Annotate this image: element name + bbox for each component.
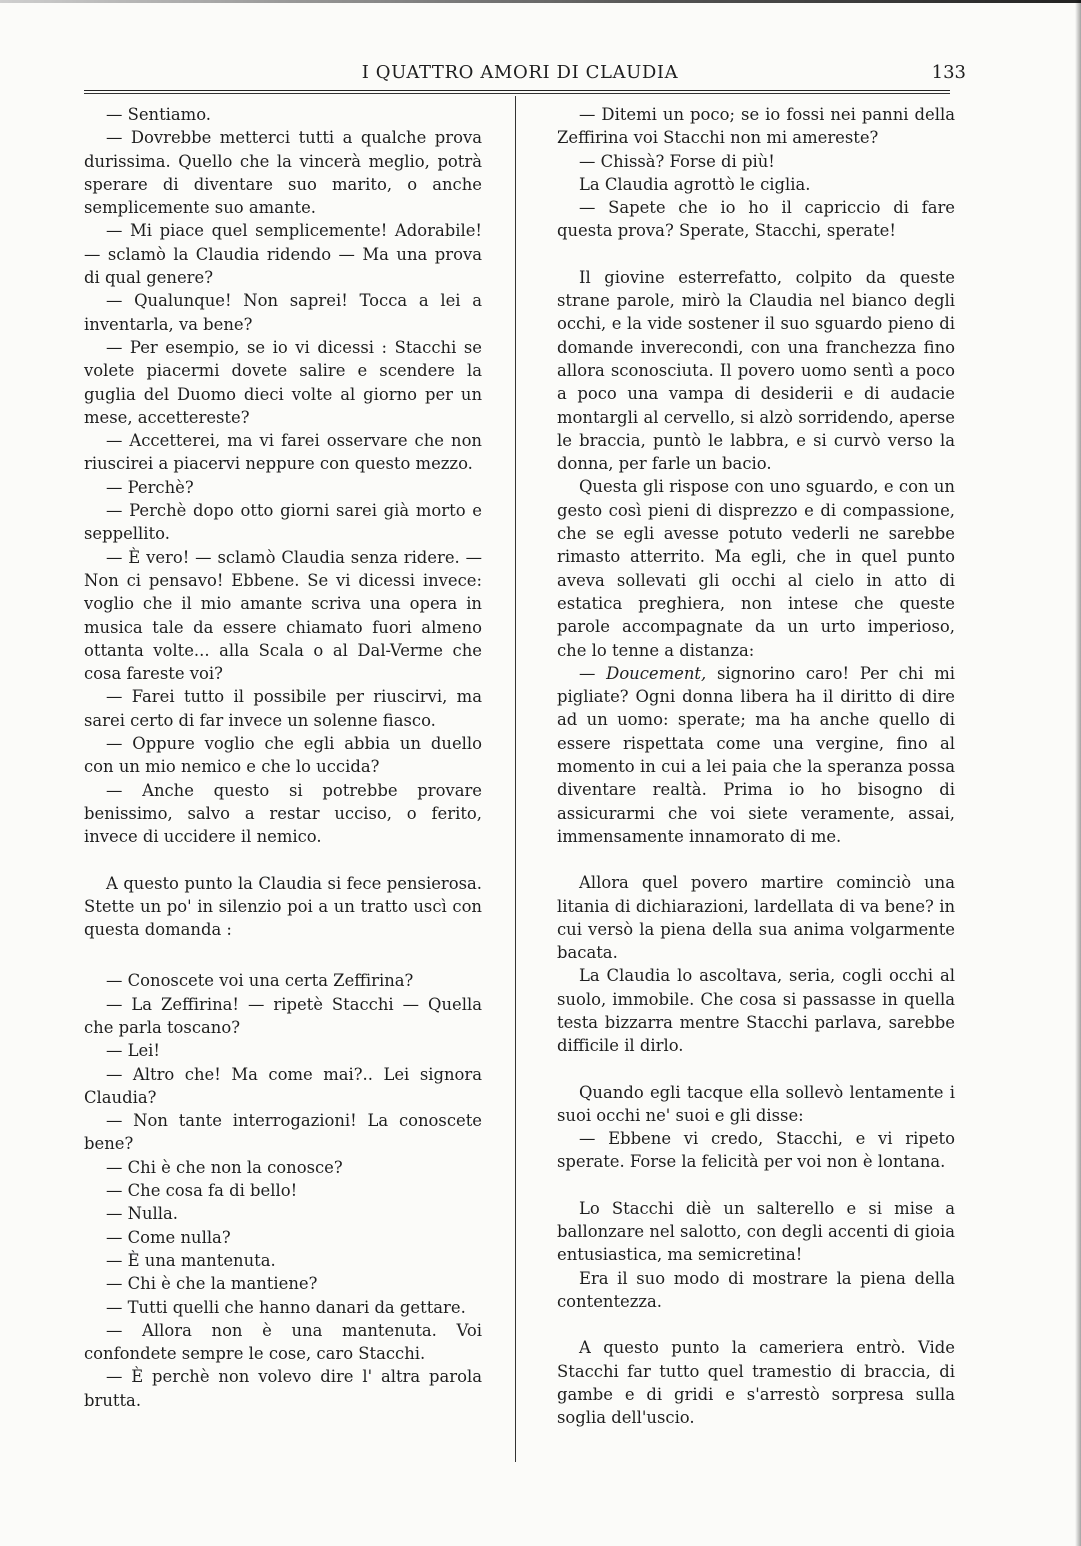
- paragraph-rest: signorino caro! Per chi mi pigliate? Ogni donna libera ha il diritto di dire ad un uomo: sperate; ma ha anche quello di essere rispettata come una vergine, fino al momento in cui a lei paia che la speranza possa diventare realtà. Prima io ho bisogno di assicurarmi che voi siete veramente, assai, immensamente innamorato di me.: [557, 663, 955, 846]
- paragraph: — La Zeffirina! — ripetè Stacchi — Quella che parla toscano?: [84, 994, 482, 1037]
- paragraph: — Accetterei, ma vi farei osservare che non riuscirei a piacervi neppure con questo mezzo.: [84, 431, 482, 474]
- paragraph: — È una mantenuta.: [106, 1250, 276, 1270]
- paragraph: — Chissà? Forse di più!: [579, 151, 775, 171]
- paragraph: Allora quel povero martire cominciò una litania di dichiarazioni, lardellata di va bene? in cui versò la piena della sua anima volgarmente bacata.: [557, 873, 955, 963]
- paragraph: — Altro che! Ma come mai?.. Lei signora Claudia?: [84, 1064, 482, 1107]
- dash: —: [579, 663, 607, 683]
- paragraph: La Claudia agrottò le ciglia.: [579, 174, 811, 194]
- paragraph: — Non tante interrogazioni! La conoscete bene?: [84, 1111, 482, 1154]
- paragraph: — Perchè?: [106, 477, 194, 497]
- paragraph: — Perchè dopo otto giorni sarei già morto e seppellito.: [84, 501, 482, 544]
- paragraph: — Qualunque! Non saprei! Tocca a lei a inventarla, va bene?: [84, 291, 482, 334]
- paragraph: Quando egli tacque ella sollevò lentamente i suoi occhi ne' suoi e gli disse:: [557, 1082, 955, 1125]
- left-column: [84, 103, 482, 1412]
- paragraph: — Chi è che non la conosce?: [106, 1157, 343, 1177]
- paragraph: — È vero! — sclamò Claudia senza ridere. — Non ci pensavo! Ebbene. Se vi dicessi invece: voglio che il mio amante scriva una opera in musica tale da essere chiamato fuori almeno ottanta volte... alla Scala o al Dal-Verme che cosa fareste voi?: [84, 547, 482, 684]
- paragraph: — Sentiamo.: [106, 105, 212, 124]
- paragraph: [557, 662, 955, 848]
- paragraph: — Ditemi un poco; se io fossi nei panni della Zeffirina voi Stacchi non mi amereste?: [557, 105, 955, 148]
- italic-word: Doucement,: [606, 663, 707, 683]
- paragraph: La Claudia lo ascoltava, seria, cogli occhi al suolo, immobile. Che cosa si passasse in quella testa bizzarra mentre Stacchi parlava, sarebbe difficile il dirlo.: [557, 966, 955, 1056]
- paragraph: — Che cosa fa di bello!: [106, 1181, 298, 1201]
- paragraph: — Nulla.: [106, 1204, 178, 1224]
- header-rule: [84, 90, 950, 94]
- paragraph: — Per esempio, se io vi dicessi : Stacchi se volete piacermi dovete salire e scendere la guglia del Duomo dieci volte al giorno per un mese, accettereste?: [84, 337, 482, 427]
- paragraph: — Farei tutto il possibile per riuscirvi, ma sarei certo di far invece un solenne fiasco.: [84, 687, 482, 730]
- page-number: 133: [931, 62, 966, 83]
- paragraph: — Anche questo si potrebbe provare benissimo, salvo a restar ucciso, o ferito, invece di uccidere il nemico.: [84, 780, 482, 847]
- paragraph: — Sapete che io ho il capriccio di fare questa prova? Sperate, Stacchi, sperate!: [557, 198, 955, 241]
- paragraph: — Chi è che la mantiene?: [106, 1274, 318, 1294]
- paragraph: — Dovrebbe metterci tutti a qualche prova durissima. Quello che la vincerà meglio, potrà sperare di diventare suo marito, o anche semplicemente suo amante.: [84, 128, 482, 218]
- paragraph: Era il suo modo di mostrare la piena della contentezza.: [557, 1268, 955, 1311]
- page-top-edge: [0, 0, 1081, 3]
- paragraph: — Mi piace quel semplicemente! Adorabile! — sclamò la Claudia ridendo — Ma una prova di qual genere?: [84, 221, 482, 288]
- paragraph: — Come nulla?: [106, 1227, 231, 1247]
- paragraph: — Tutti quelli che hanno danari da gettare.: [106, 1297, 466, 1317]
- paragraph: Lo Stacchi diè un salterello e si mise a ballonzare nel salotto, con degli accenti di gioia entusiastica, ma semicretina!: [557, 1198, 955, 1265]
- paragraph: — Oppure voglio che egli abbia un duello con un mio nemico e che lo uccida?: [84, 734, 482, 777]
- paragraph: A questo punto la cameriera entrò. Vide Stacchi far tutto quel tramestio di braccia, di gambe e di gridi e s'arrestò sorpresa sulla soglia dell'uscio.: [557, 1338, 955, 1428]
- paragraph: — Conoscete voi una certa Zeffirina?: [106, 971, 414, 991]
- paragraph: A questo punto la Claudia si fece pensierosa. Stette un po' in silenzio poi a un tratto uscì con questa domanda :: [84, 873, 482, 940]
- paragraph: — Ebbene vi credo, Stacchi, e vi ripeto sperate. Forse la felicità per voi non è lontana.: [557, 1129, 955, 1172]
- paragraph: Questa gli rispose con uno sguardo, e con un gesto così pieni di disprezzo e di compassione, che se egli avesse potuto vederli ne sarebbe rimasto atterrito. Ma egli, che in quel punto aveva sollevati gli occhi al cielo in atto di estatica preghiera, non intese che queste parole accompagnate da un urto imperioso, che lo tenne a distanza:: [557, 477, 955, 660]
- paragraph: Il giovine esterrefatto, colpito da queste strane parole, mirò la Claudia nel bianco degli occhi, e la vide sostener il suo sguardo pieno di domande inverecondi, con una franchezza fino allora sconosciuta. Il povero uomo sentì a poco a poco una vampa di desiderii e di audacie montargli al cervello, si alzò sorridendo, aperse le braccia, puntò le labbra, e si curvò verso la donna, per farle un bacio.: [557, 267, 955, 474]
- paragraph: — Allora non è una mantenuta. Voi confondete sempre le cose, caro Stacchi.: [84, 1320, 482, 1364]
- column-separator: [515, 96, 516, 1462]
- page-right-edge: [1075, 0, 1081, 1546]
- paragraph: — Lei!: [106, 1041, 161, 1061]
- running-header-title: I QUATTRO AMORI DI CLAUDIA: [361, 62, 679, 83]
- right-column: [557, 103, 955, 1429]
- paragraph: — È perchè non volevo dire l' altra parola brutta.: [84, 1367, 482, 1410]
